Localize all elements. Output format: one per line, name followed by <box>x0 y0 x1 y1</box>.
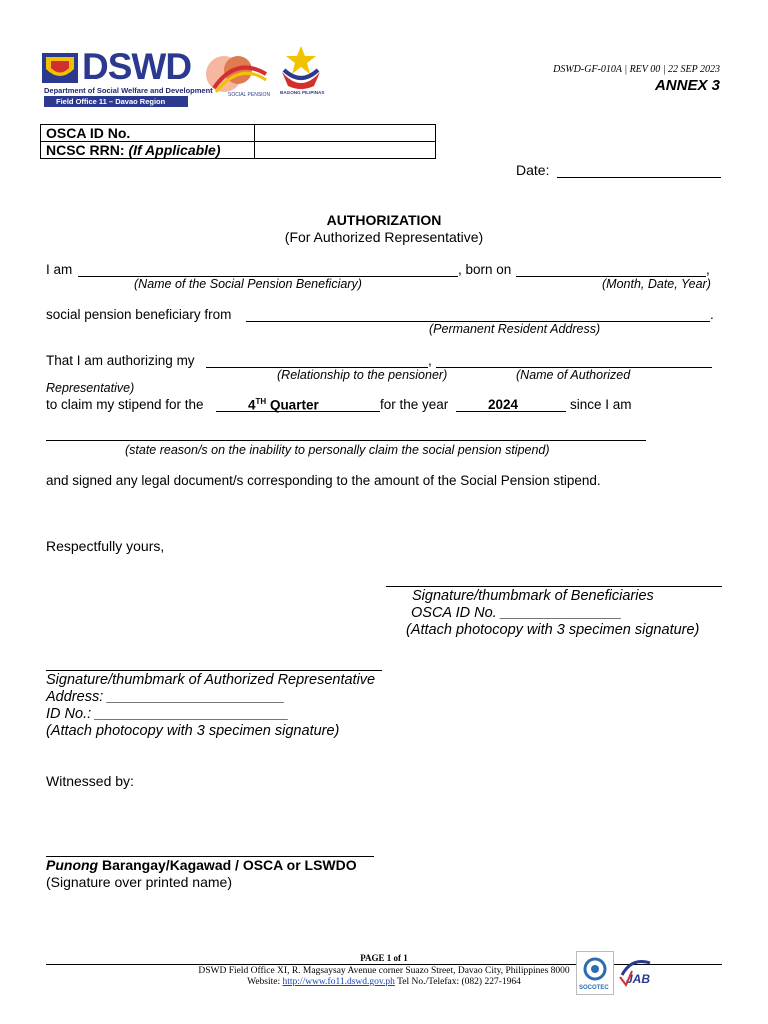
svg-text:SOCOTEC: SOCOTEC <box>579 985 609 991</box>
year-value: 2024 <box>488 397 519 412</box>
id-table <box>40 124 436 159</box>
ncsc-rrn-field[interactable] <box>255 142 436 159</box>
date-field[interactable] <box>557 162 721 178</box>
website-link[interactable]: http://www.fo11.dswd.gov.ph <box>282 977 395 987</box>
dswd-emblem-icon <box>42 53 78 83</box>
witness-note: (Signature over printed name) <box>46 874 232 890</box>
i-am-text: I am <box>46 262 73 277</box>
representative-id: ID No.: ________________________ <box>46 706 289 722</box>
field-office-bar: Field Office 11 – Davao Region <box>44 96 188 107</box>
representative-name-field[interactable] <box>436 353 712 368</box>
signed-text: and signed any legal document/s corresponding to the amount of the Social Pension stipend. <box>46 473 601 488</box>
witnessed-label: Witnessed by: <box>46 773 134 789</box>
born-on-text: , born on <box>458 262 512 277</box>
socotec-cert-icon <box>576 951 614 995</box>
annex-label: ANNEX 3 <box>654 77 720 94</box>
quarter-value: 4TH Quarter <box>248 397 319 413</box>
representative-signature-label: Signature/thumbmark of Authorized Representative <box>46 672 376 688</box>
bagong-pilipinas-logo-icon <box>274 42 328 96</box>
comma: , <box>706 262 710 277</box>
ncsc-rrn-label: NCSC RRN: (If Applicable) <box>41 142 255 159</box>
footer-address: DSWD Field Office XI, R. Magsaysay Avenue corner Suazo Street, Davao City, Philippines 8000 <box>198 966 570 976</box>
closing-text: Respectfully yours, <box>46 538 165 554</box>
authorizing-text: That I am authorizing my <box>46 353 195 368</box>
reason-field[interactable] <box>46 426 646 441</box>
beneficiary-signature-line[interactable] <box>386 572 722 587</box>
representative-signature-line[interactable] <box>46 656 382 671</box>
beneficiary-signature-label: Signature/thumbmark of Beneficiaries <box>412 588 654 604</box>
osca-id-field[interactable] <box>255 125 436 142</box>
for-year-text: for the year <box>380 397 449 412</box>
date-caption: (Month, Date, Year) <box>602 277 711 291</box>
dswd-wordmark: DSWD <box>82 46 192 87</box>
birth-date-field[interactable] <box>516 262 706 277</box>
document-title: AUTHORIZATION <box>326 212 442 228</box>
representative-address: Address: ______________________ <box>46 689 285 705</box>
witness-signature-line[interactable] <box>46 842 374 857</box>
claim-text: to claim my stipend for the <box>46 397 204 412</box>
svg-text:SOCIAL PENSION: SOCIAL PENSION <box>228 92 271 98</box>
social-pension-logo-icon <box>200 48 272 98</box>
comma-2: , <box>428 353 432 368</box>
svg-text:BAGONG PILIPINAS: BAGONG PILIPINAS <box>280 90 325 95</box>
representative-caption-2: Representative) <box>46 381 135 395</box>
relationship-caption: (Relationship to the pensioner) <box>277 368 448 382</box>
representative-attach-note: (Attach photocopy with 3 specimen signature) <box>46 723 340 739</box>
footer-contact: Website: http://www.fo11.dswd.gov.ph Tel No./Telefax: (082) 227-1964 <box>247 977 521 987</box>
beneficiary-name-field[interactable] <box>78 262 458 277</box>
org-subtitle: Department of Social Welfare and Development <box>44 86 213 95</box>
document-subtitle: (For Authorized Representative) <box>284 229 484 245</box>
address-caption: (Permanent Resident Address) <box>429 322 601 336</box>
representative-caption: (Name of Authorized <box>516 368 631 382</box>
name-caption: (Name of the Social Pension Beneficiary) <box>134 277 362 291</box>
form-code: DSWD-GF-010A | REV 00 | 22 SEP 2023 <box>553 64 720 75</box>
osca-id-label: OSCA ID No. <box>41 125 255 142</box>
jab-cert-icon <box>618 953 652 995</box>
relationship-field[interactable] <box>206 353 428 368</box>
reason-caption: (state reason/s on the inability to personally claim the social pension stipend) <box>125 443 550 457</box>
svg-text:JAB: JAB <box>626 972 651 986</box>
since-text: since I am <box>570 397 632 412</box>
beneficiary-osca-id: OSCA ID No. _______________ <box>411 605 622 621</box>
beneficiary-attach-note: (Attach photocopy with 3 specimen signature) <box>406 622 700 638</box>
address-field[interactable] <box>246 307 710 322</box>
witness-title: Punong Barangay/Kagawad / OSCA or LSWDO <box>46 857 357 873</box>
date-label: Date: <box>516 162 550 178</box>
page-number: PAGE 1 of 1 <box>360 953 408 963</box>
period: . <box>710 307 714 322</box>
beneficiary-from-text: social pension beneficiary from <box>46 307 232 322</box>
